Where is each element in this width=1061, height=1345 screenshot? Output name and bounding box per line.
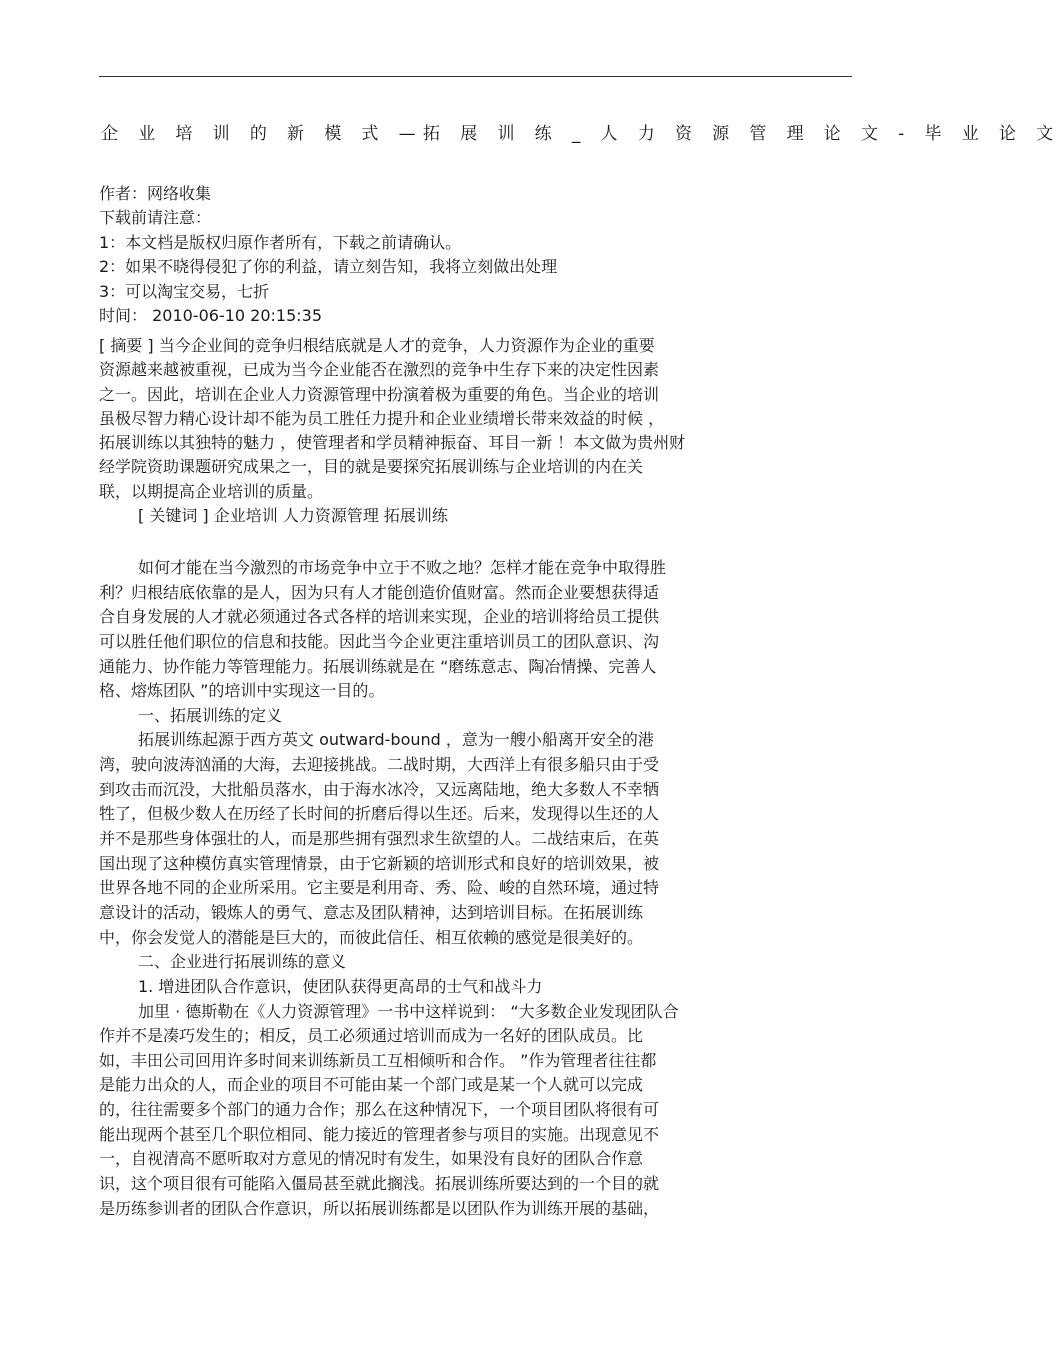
abstract-line: 联，以期提高企业培训的质量。: [99, 481, 324, 501]
abstract-line: 之一。因此，培训在企业人力资源管理中扮演着极为重要的角色。当企业的培训: [99, 384, 660, 404]
paragraph-line: 如，丰田公司回用许多时间来训练新员工互相倾听和合作。 ”作为管理者往往都: [99, 1050, 657, 1070]
paragraph-line: 是能力出众的人，而企业的项目不可能由某一个部门或是某一个人就可以完成: [99, 1075, 644, 1095]
section-heading-1: 一、拓展训练的定义: [138, 705, 283, 725]
body-text: [99, 556, 679, 1221]
paragraph-line: 作并不是凑巧发生的；相反，员工必须通过培训而成为一名好的团队成员。比: [99, 1026, 644, 1046]
paragraph-line: 世界各地不同的企业所采用。它主要是利用奇、秀、险、峻的自然环境，通过特: [99, 878, 660, 898]
paragraph-line: 合自身发展的人才就必须通过各式各样的培训来实现，企业的培训将给员工提供: [99, 607, 660, 627]
section-heading-2: 二、企业进行拓展训练的意义: [138, 952, 347, 972]
paragraph-line: 格、熔炼团队 ”的培训中实现这一目的。: [99, 681, 385, 701]
meta-author: 作者：网络收集: [99, 184, 212, 203]
paragraph-line: 加里 · 德斯勒在《人力资源管理》一书中这样说到： “大多数企业发现团队合: [138, 1001, 679, 1021]
paragraph-line: 并不是那些身体强壮的人，而是那些拥有强烈求生欲望的人。二战结束后，在英: [99, 829, 660, 849]
meta-notice-2: 2：如果不晓得侵犯了你的利益，请立刻告知，我将立刻做出处理: [99, 257, 558, 277]
paragraph-line: 是历练参训者的团队合作意识，所以拓展训练都是以团队作为训练开展的基础，: [99, 1198, 660, 1218]
abstract-line: 资源越来越被重视，已成为当今企业能否在激烈的竞争中生存下来的决定性因素: [99, 360, 660, 380]
document-meta: [99, 182, 557, 328]
paragraph-line: 国出现了这种模仿真实管理情景，由于它新颖的培训形式和良好的培训效果，被: [99, 853, 660, 873]
paragraph-line: 如何才能在当今激烈的市场竞争中立于不败之地？怎样才能在竞争中取得胜: [138, 558, 667, 577]
abstract-line: 拓展训练以其独特的魅力 ，使管理者和学员精神振奋、耳目一新 ！本文做为贵州财: [99, 433, 686, 453]
meta-time: 时间： 2010-06-10 20:15:35: [99, 305, 323, 325]
paragraph-line: 牲了，但极少数人在历经了长时间的折磨后得以生还。后来，发现得以生还的人: [99, 804, 660, 824]
paragraph-line: 拓展训练起源于西方英文 outward-bound ，意为一艘小船离开安全的港: [138, 730, 654, 750]
paragraph-line: 识，这个项目很有可能陷入僵局甚至就此搁浅。拓展训练所要达到的一个目的就: [99, 1174, 660, 1194]
document-title: 企 业 培 训 的 新 模 式 —拓 展 训 练 _ 人 力 资 源 管 理 论 文 - 毕 业 论 文: [101, 124, 1061, 144]
header-rule: [99, 76, 852, 77]
abstract: [99, 334, 685, 528]
abstract-line: 虽极尽智力精心设计却不能为员工胜任力提升和企业业绩增长带来效益的时候 ，: [99, 408, 665, 428]
abstract-line: [ 摘要 ] 当今企业间的竞争归根结底就是人才的竞争，人力资源作为企业的重要: [99, 336, 655, 355]
paragraph-line: 中，你会发觉人的潜能是巨大的，而彼此信任、相互依赖的感觉是很美好的。: [99, 927, 644, 947]
meta-notice-1: 1：本文档是版权归原作者所有，下载之前请确认。: [99, 232, 462, 252]
paragraph-line: 一，自视清高不愿听取对方意见的情况时有发生，如果没有良好的团队合作意: [99, 1149, 644, 1169]
keywords: [ 关键词 ] 企业培训 人力资源管理 拓展训练: [138, 506, 448, 526]
paragraph-line: 湾，驶向波涛汹涌的大海，去迎接挑战。二战时期，大西洋上有很多船只由于受: [99, 755, 660, 775]
paragraph-line: 到攻击而沉没，大批船员落水，由于海水冰冷，又远离陆地，绝大多数人不幸牺: [99, 779, 660, 799]
paragraph-line: 的，往往需要多个部门的通力合作；那么在这种情况下，一个项目团队将很有可: [99, 1100, 660, 1120]
paragraph-line: 意设计的活动，锻炼人的勇气、意志及团队精神，达到培训目标。在拓展训练: [99, 902, 644, 922]
meta-notice-3: 3：可以淘宝交易，七折: [99, 281, 270, 301]
meta-notice-heading: 下载前请注意：: [99, 208, 212, 228]
paragraph-line: 通能力、协作能力等管理能力。拓展训练就是在 “磨练意志、陶冶情操、完善人: [99, 656, 657, 676]
subsection-heading-1: 1. 增进团队合作意识，使团队获得更高昂的士气和战斗力: [138, 976, 543, 996]
abstract-line: 经学院资助课题研究成果之一，目的就是要探究拓展训练与企业培训的内在关: [99, 457, 644, 477]
paragraph-line: 利？归根结底依靠的是人，因为只有人才能创造价值财富。然而企业要想获得适: [99, 582, 660, 602]
paragraph-line: 可以胜任他们职位的信息和技能。因此当今企业更注重培训员工的团队意识、沟: [99, 631, 660, 651]
paragraph-line: 能出现两个甚至几个职位相同、能力接近的管理者参与项目的实施。出现意见不: [99, 1124, 660, 1144]
